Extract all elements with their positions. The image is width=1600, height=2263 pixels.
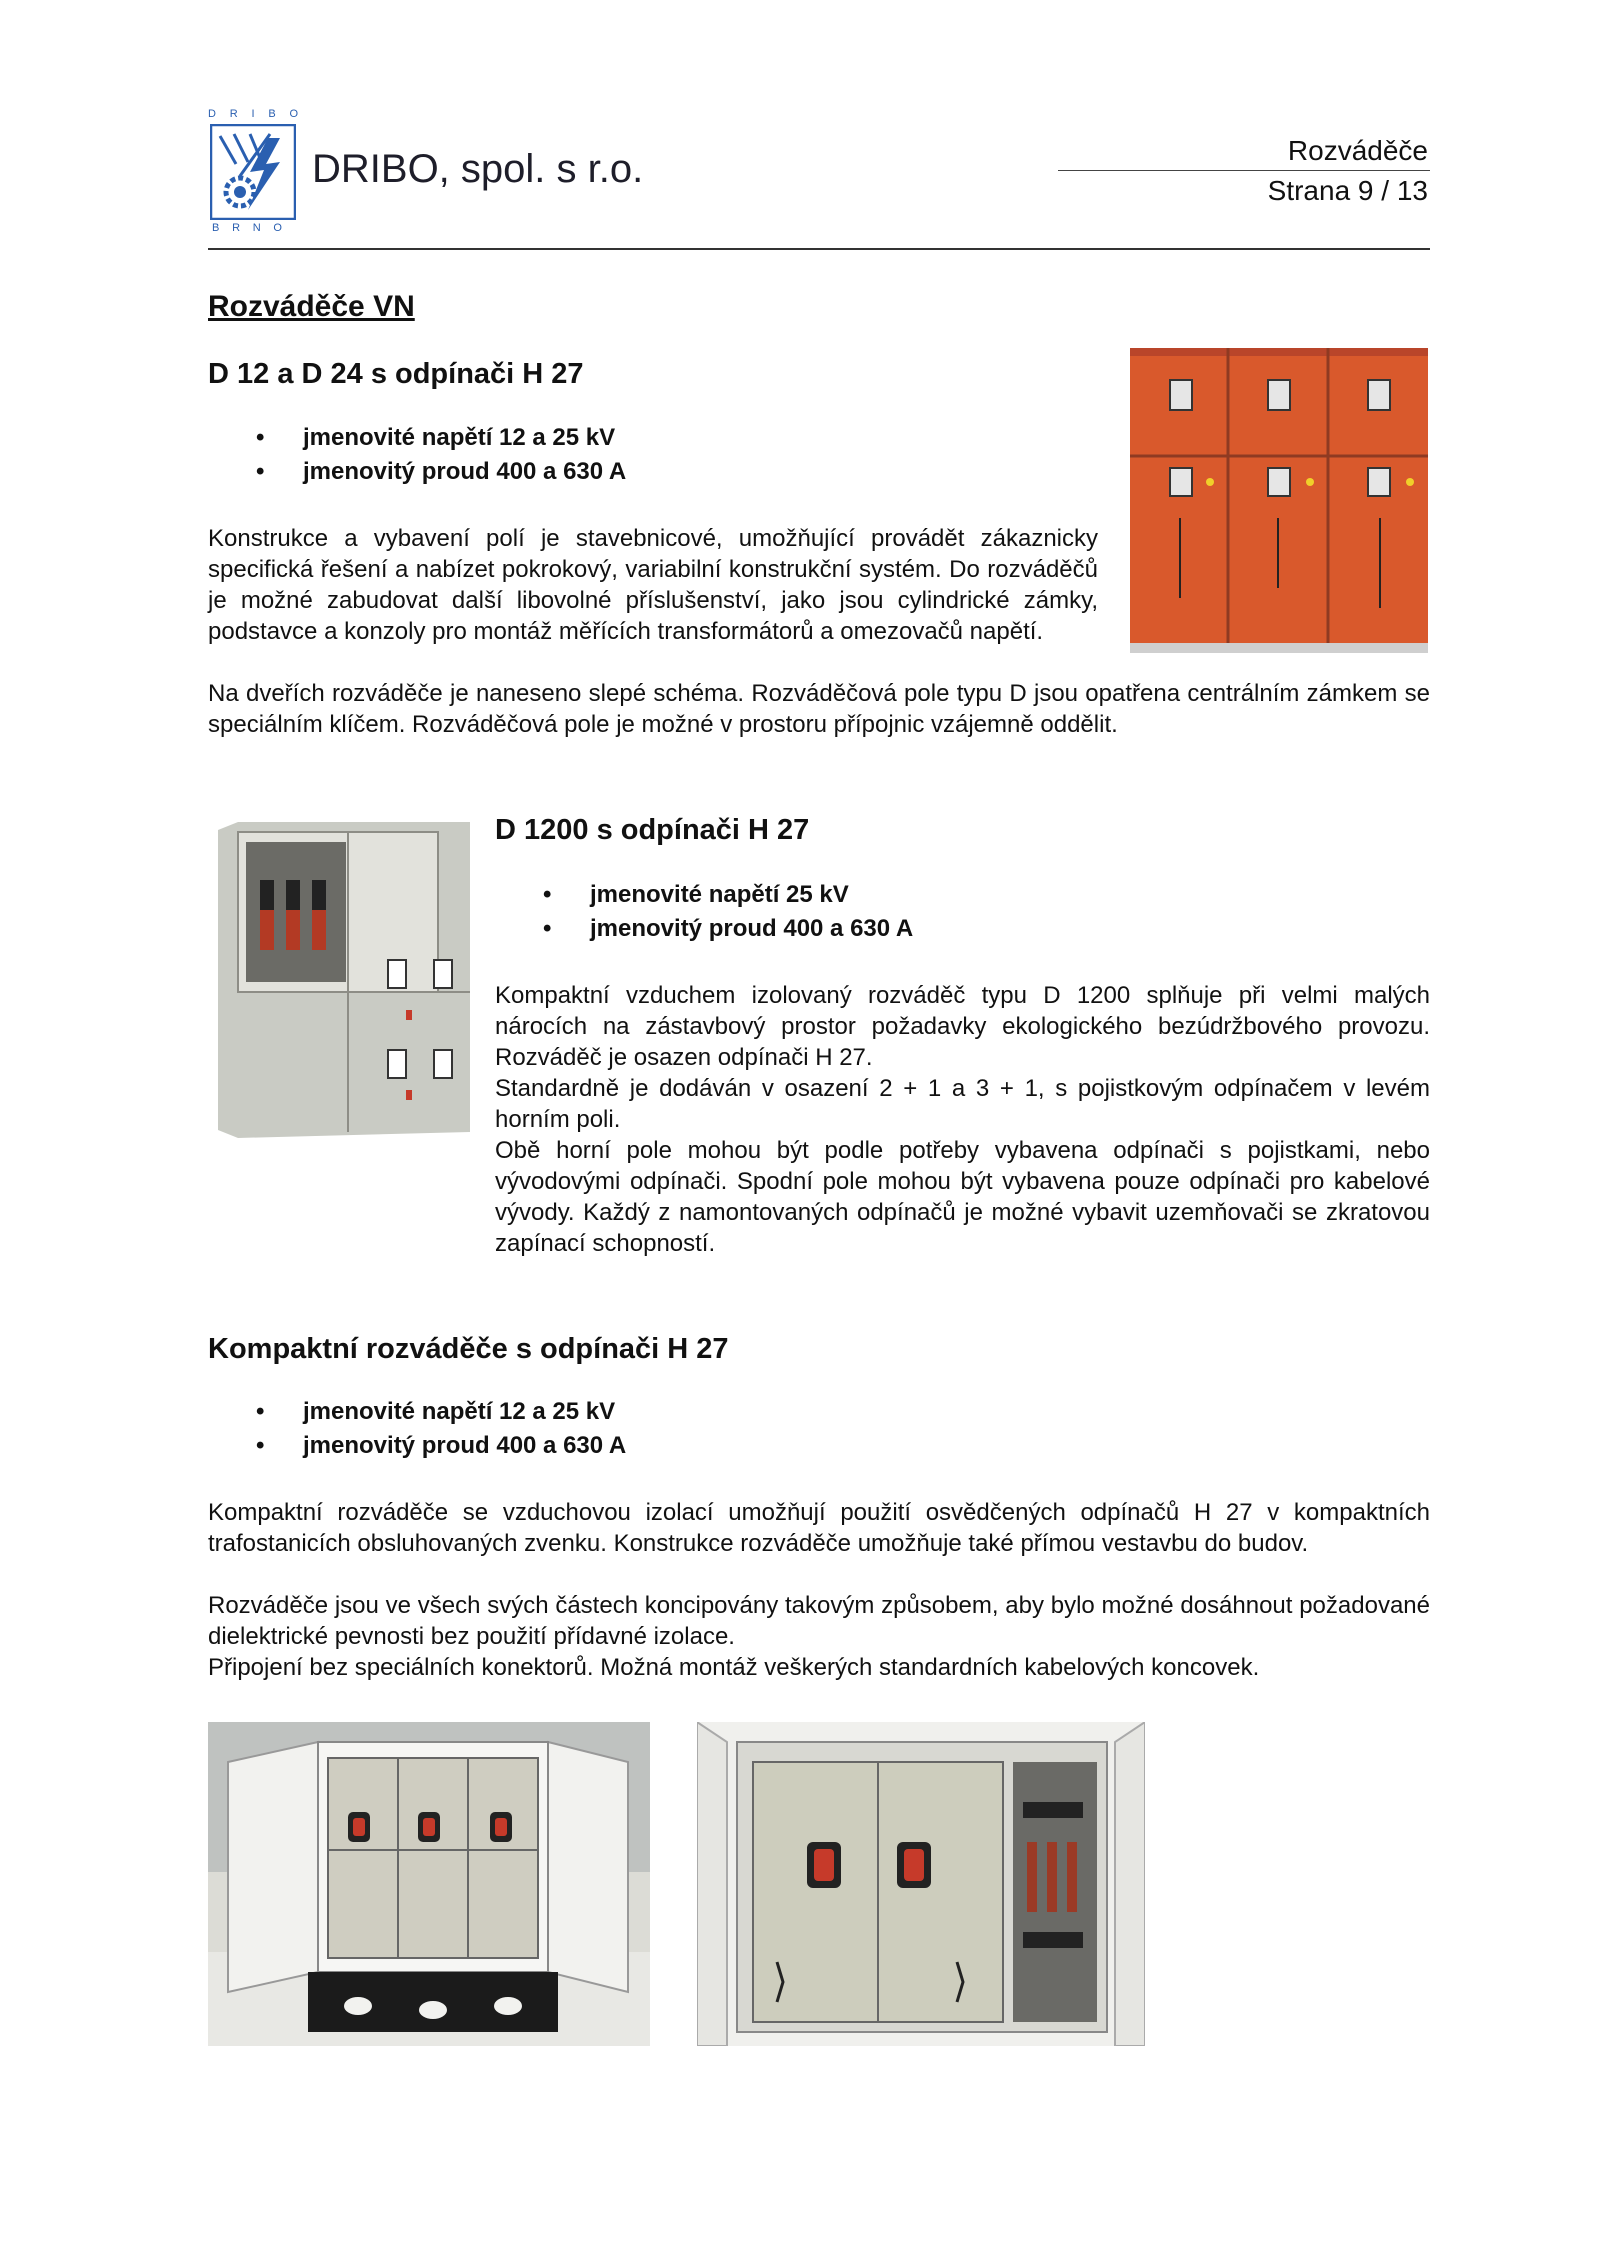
logo-emblem-icon <box>210 124 296 220</box>
logo-letter: O <box>289 108 298 120</box>
block2-paragraph-1: Kompaktní vzduchem izolovaný rozváděč typu D 1200 splňuje při velmi malých nárocích na zástavbový prostor požadavky ekologického bezúdržbového provozu. Rozváděč je osazen odpínači H 27. <box>495 982 1430 1071</box>
logo-letter: D <box>208 108 216 120</box>
list-item: • jmenovité napětí 25 kV <box>495 878 913 912</box>
grey-switchgear-image <box>208 820 470 1140</box>
company-logo <box>208 108 298 236</box>
block2-paragraph-3: Obě horní pole mohou být podle potřeby vybavena odpínači s pojistkami, nebo vývodovými odpínači. Spodní pole mohou být vybavena pouze odpínači pro kabelové vývody. Každý z namontovaných odpínačů je možné vybavit uzemňovači se zkratovou zapínací schopností. <box>495 1137 1430 1257</box>
block2-heading: D 1200 s odpínači H 27 <box>495 814 810 846</box>
block3-paragraph-3: Připojení bez speciálních konektorů. Možná montáž veškerých standardních kabelových koncovek. <box>208 1654 1260 1681</box>
header-divider <box>208 248 1430 250</box>
compact-kiosk-photo <box>208 1722 650 2046</box>
logo-top-letters <box>208 108 298 120</box>
block3-bullet-list <box>208 1395 626 1463</box>
block1-heading: D 12 a D 24 s odpínači H 27 <box>208 358 584 390</box>
logo-letter: I <box>251 108 255 120</box>
compact-front-photo <box>697 1722 1145 2046</box>
logo-letter: B <box>268 108 276 120</box>
kiosk-switchgear-image <box>208 1722 650 2046</box>
orange-switchgear-image <box>1130 348 1428 653</box>
list-item: • jmenovitý proud 400 a 630 A <box>208 455 626 489</box>
logo-bottom-letters <box>212 222 282 234</box>
document-title: Rozváděče <box>1287 135 1428 166</box>
block3-paragraph-2: Rozváděče jsou ve všech svých částech koncipovány takovým způsobem, aby bylo možné dosáhnout požadované dielektrické pevnosti bez použití přídavné izolace. <box>208 1592 1430 1650</box>
block1-bullet-list <box>208 421 626 489</box>
logo-letter: R <box>232 222 241 234</box>
block3-heading: Kompaktní rozváděče s odpínači H 27 <box>208 1333 729 1365</box>
list-item: • jmenovitý proud 400 a 630 A <box>208 1429 626 1463</box>
section-title: Rozváděče VN <box>208 290 415 323</box>
page-number: Strana 9 / 13 <box>1267 175 1428 206</box>
block2-bullet-list <box>495 878 913 946</box>
logo-letter: N <box>252 222 261 234</box>
switchgear-d1200-photo <box>208 820 470 1140</box>
logo-letter: R <box>229 108 238 120</box>
header-divider-short <box>1058 170 1430 171</box>
switchgear-d12-photo <box>1130 348 1428 653</box>
logo-letter: B <box>212 222 220 234</box>
block2-paragraph-2: Standardně je dodáván v osazení 2 + 1 a 3 + 1, s pojistkovým odpínačem v levém horním poli. <box>495 1075 1430 1133</box>
list-item: • jmenovitý proud 400 a 630 A <box>495 912 913 946</box>
block3-paragraph-1: Kompaktní rozváděče se vzduchovou izolací umožňují použití osvědčených odpínačů H 27 v kompaktních trafostanicích obsluhovaných zvenku. Konstrukce rozváděče umožňuje také přímou vestavbu do budov. <box>208 1499 1430 1557</box>
logo-letter: O <box>273 222 282 234</box>
list-item: • jmenovité napětí 12 a 25 kV <box>208 421 626 455</box>
block1-paragraph-wide: Na dveřích rozváděče je naneseno slepé schéma. Rozváděčová pole typu D jsou opatřena centrálním zámkem se speciálním klíčem. Rozváděčová pole je možné v prostoru přípojnic vzájemně oddělit. <box>208 680 1430 738</box>
list-item: • jmenovité napětí 12 a 25 kV <box>208 1395 626 1429</box>
open-switchgear-image <box>697 1722 1145 2046</box>
company-name: DRIBO, spol. s r.o. <box>312 147 644 191</box>
block1-paragraph-narrow: Konstrukce a vybavení polí je stavebnicové, umožňující provádět zákaznicky specifická řešení a nabízet pokrokový, variabilní konstrukční systém. Do rozváděčů je možné zabudovat další libovolné příslušenství, jako jsou cylindrické zámky, podstavce a konzoly pro montáž měřících transformátorů a omezovačů napětí. <box>208 525 1098 645</box>
